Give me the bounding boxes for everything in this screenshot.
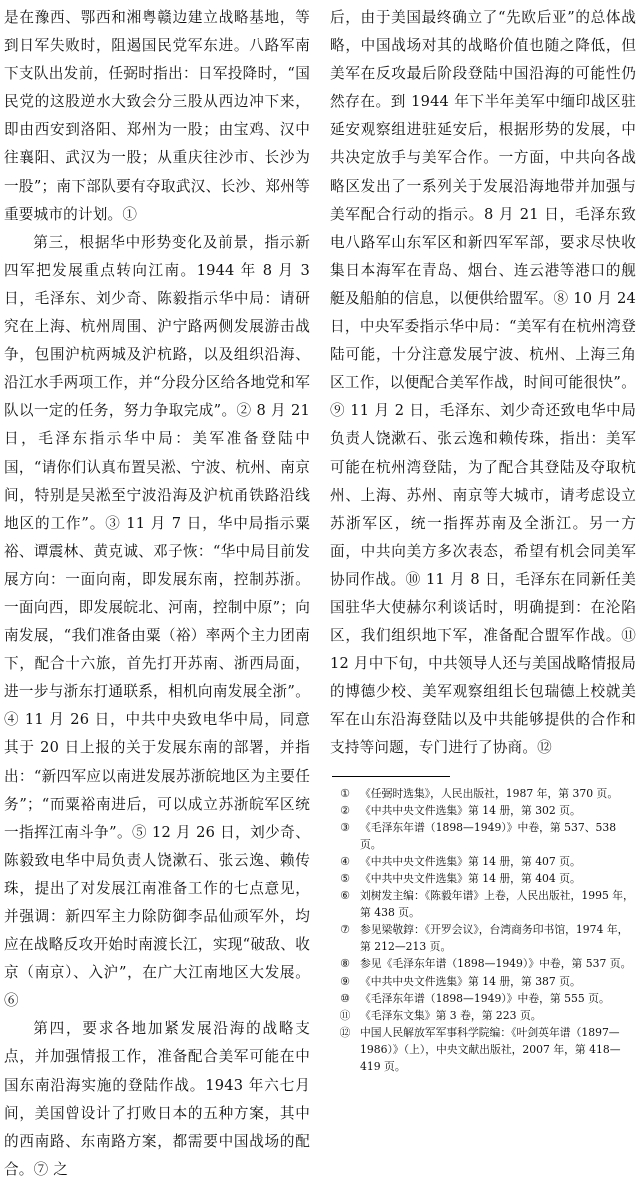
body-paragraph: 第四，要求各地加紧发展沿海的战略支点，并加强情报工作，准备配合美军可能在中国东南沿海实施的登陆作战。1943 年六七月间，美国曾设计了打败日本的五种方案，其中的西南路、东南路方案，都需要中国战场的配合。⑦ 之 (4, 1020, 310, 1178)
body-paragraph: 是在豫西、鄂西和湘粤赣边建立战略基地，等到日军失败时，阻遏国民党军东进。八路军南下支队出发前，任弼时指出：日军投降时，“国民党的这股逆水大致会分三股从西边冲下来，即由西安到洛阳、郑州为一股；由宝鸡、汉中往襄阳、武汉为一股；从重庆往沙市、长沙为一股”；南下部队要有夺取武汉、长沙、郑州等重要城市的计划。① (4, 9, 310, 223)
footnote-text: 参见梁敬錞：《开罗会议》，台湾商务印书馆，1974 年，第 212—213 页。 (360, 923, 629, 954)
footnote (330, 990, 636, 1007)
footnote-text: 《中共中央文件选集》第 14 册，第 387 页。 (360, 974, 581, 988)
footnote (330, 1007, 636, 1024)
footnote-text: 刘树发主编：《陈毅年谱》上卷，人民出版社，1995 年，第 438 页。 (360, 889, 634, 920)
footnote-number: ⑦ (340, 923, 350, 937)
footnote-text: 《中共中央文件选集》第 14 册，第 404 页。 (360, 872, 581, 885)
footnote-text: 中国人民解放军军事科学院编：《叶剑英年谱（1897—1986）》（上），中央文献出版社，2007 年，第 418—419 页。 (360, 1025, 621, 1074)
footnote-number: ⑥ (340, 889, 350, 903)
footnote-number: ⑫ (339, 1025, 351, 1039)
body-paragraph: 第三，根据华中形势变化及前景，指示新四军把发展重点转向江南。1944 年 8 月 3 日，毛泽东、刘少奇、陈毅指示华中局：请研究在上海、杭州周围、沪宁路两侧发展游击战争，包围沪杭两城及沪杭路，以及组织沿海、沿江水手两项工作，并“分段分区给各地党和军队以一定的任务，努力争取完成”。② 8 月 21 日，毛泽东指示华中局：美军准备登陆中国，“请你们认真布置吴淞、宁波、杭州、南京间，特别是吴淞至宁波沿海及沪杭甬铁路沿线地区的工作”。③ 11 月 7 日，华中局指示粟裕、谭震林、黄克诚、邓子恢：“华中局目前发展方向：一面向南，即发展东南，控制苏浙。一面向西，即发展皖北、河南，控制中原”；向南发展，“我们准备由粟（裕）率两个主力团南下，配合十六旅，首先打开苏南、浙西局面，进一步与浙东打通联系，相机向南发展全浙”。④ 11 月 26 日，中共中央致电华中局，同意其于 20 日上报的关于发展东南的部署，并指出：“新四军应以南进发展苏浙皖地区为主要任务”；“而粟裕南进后，可以成立苏浙皖军区统一指挥江南斗争”。⑤ 12 月 26 日，刘少奇、陈毅致电华中局负责人饶漱石、张云逸、赖传珠，提出了对发展江南准备工作的七点意见，并强调：新四军主力除防御李品仙顽军外，均应在战略反攻开始时南渡长江，实现“破敌、收京（南京）、入沪”，在广大江南地区大发展。⑥ (4, 233, 310, 1010)
footnote-text: 《中共中央文件选集》第 14 册，第 302 页。 (360, 803, 581, 817)
footnote-number: ① (340, 786, 350, 800)
footnote (330, 1024, 636, 1075)
footnote (330, 785, 636, 802)
footnote (330, 973, 636, 990)
footnote-text: 《任弼时选集》，人民出版社，1987 年，第 370 页。 (360, 786, 619, 800)
footnote (330, 802, 636, 819)
footnote-number: ⑤ (340, 872, 350, 885)
footnote-number: ② (340, 803, 350, 817)
footnote (330, 819, 636, 853)
footnote-text: 《毛泽东年谱（1898—1949）》中卷，第 537、538 页。 (360, 820, 617, 851)
footnote (330, 870, 636, 887)
footnote-number: ⑩ (340, 991, 350, 1005)
right-column (330, 4, 636, 1075)
footnote-text: 《毛泽东文集》第 3 卷，第 223 页。 (360, 1008, 542, 1022)
footnote (330, 853, 636, 870)
footnote-number: ④ (340, 854, 350, 868)
footnote (330, 955, 636, 972)
footnote-text: 参见《毛泽东年谱（1898—1949）》中卷，第 537 页。 (360, 957, 632, 971)
footnote (330, 887, 636, 921)
footnote (330, 921, 636, 955)
left-column (4, 4, 310, 1184)
footnote-text: 《毛泽东年谱（1898—1949）》中卷，第 555 页。 (360, 991, 610, 1005)
body-paragraph: 后，由于美国最终确立了“先欧后亚”的总体战略，中国战场对其的战略价值也随之降低，但美军在反攻最后阶段登陆中国沿海的可能性仍然存在。到 1944 年下半年美军中缅印战区驻延安观察组进驻延安后，根据形势的发展，中共决定放手与美军合作。一方面，中共向各战略区发出了一系列关于发展沿海地带并加强与美军配合行动的指示。8 月 21 日，毛泽东致电八路军山东军区和新四军军部，要求尽快收集日本海军在青岛、烟台、连云港等港口的舰艇及船舶的信息，以便供给盟军。⑧ 10 月 24 日，中央军委指示华中局：“美军有在杭州湾登陆可能，十分注意发展宁波、杭州、上海三角区工作，以便配合美军作战，时间可能很快”。⑨ 11 月 2 日，毛泽东、刘少奇还致电华中局负责人饶漱石、张云逸和赖传珠，指出：美军可能在杭州湾登陆，为了配合其登陆及夺取杭州、上海、苏州、南京等大城市，请考虑设立苏浙军区，统一指挥苏南及全浙江。另一方面，中共向美方多次表态，希望有机会同美军协同作战。⑩ 11 月 8 日，毛泽东在同新任美国驻华大使赫尔利谈话时，明确提到：在沦陷区，我们组织地下军，准备配合盟军作战。⑪ 12 月中下旬，中共领导人还与美国战略情报局的博德少校、美军观察组组长包瑞德上校就美军在山东沿海登陆以及中共能够提供的合作和支持等问题，专门进行了协商。⑫ (330, 9, 636, 757)
footnote-number: ⑨ (340, 974, 350, 988)
footnote-list (330, 785, 636, 1076)
footnote-number: ⑪ (339, 1008, 351, 1022)
footnote-number: ③ (340, 820, 350, 834)
footnote-number: ⑧ (340, 957, 350, 971)
footnote-separator (332, 776, 450, 777)
footnote-text: 《中共中央文件选集》第 14 册，第 407 页。 (360, 854, 581, 868)
